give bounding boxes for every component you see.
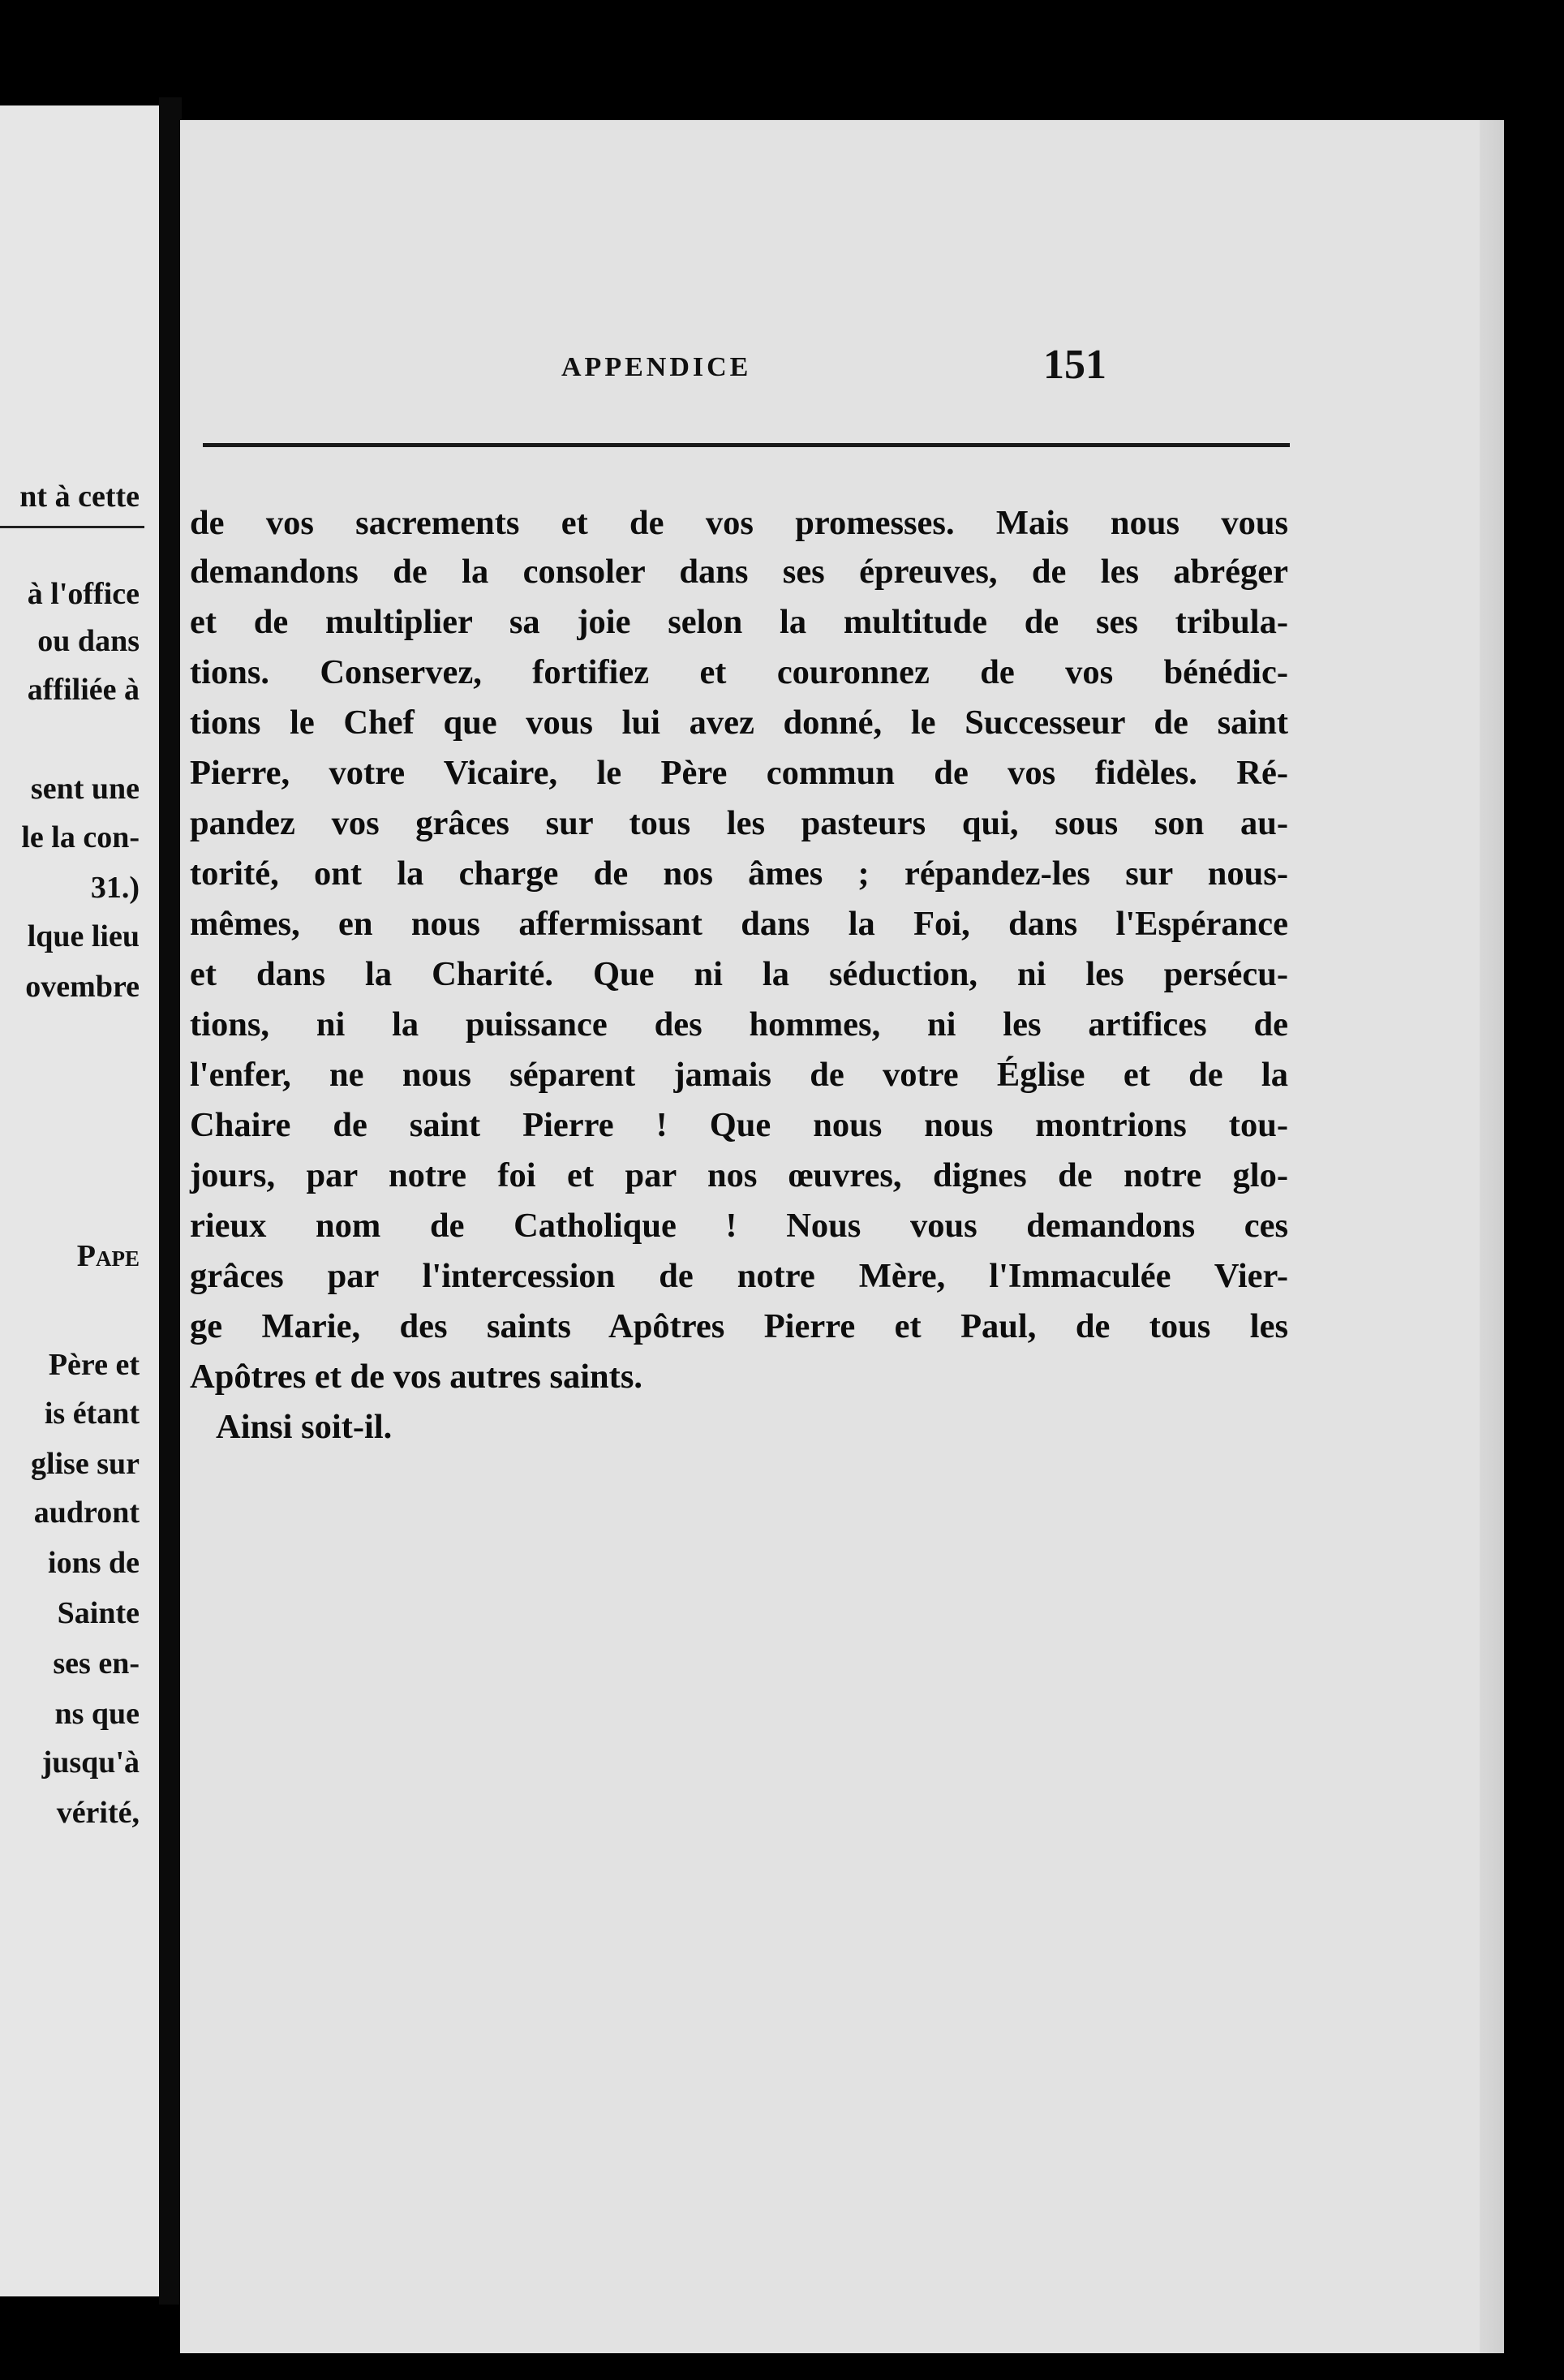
body-line: rieux nom de Catholique ! Nous vous demandons ces [190, 1207, 1288, 1245]
page-151 [180, 120, 1504, 2353]
previous-page-heading-text: Pape [76, 1239, 140, 1273]
body-line: Pierre, votre Vicaire, le Père commun de vos fidèles. Ré- [190, 754, 1288, 792]
previous-page-heading [77, 1238, 140, 1274]
body-line: torité, ont la charge de nos âmes ; répandez-les sur nous- [190, 854, 1288, 893]
previous-page-line: ses en- [53, 1646, 140, 1681]
book-gutter [159, 97, 182, 2305]
body-line: et de multiplier sa joie selon la multitude de ses tribula- [190, 603, 1288, 641]
body-line: et dans la Charité. Que ni la séduction, ni les persécu- [190, 955, 1288, 993]
body-line: Apôtres et de vos autres saints. [190, 1358, 642, 1396]
body-line: tions. Conservez, fortifiez et couronnez de vos bénédic- [190, 653, 1288, 691]
body-line: ge Marie, des saints Apôtres Pierre et Paul, de tous les [190, 1307, 1288, 1345]
previous-page-line: audront [33, 1496, 140, 1530]
previous-page-line: vérité, [56, 1796, 140, 1830]
previous-page-line: sent une [30, 772, 140, 806]
previous-page-line: Sainte [57, 1596, 140, 1630]
page-number: 151 [1043, 342, 1106, 388]
previous-page-line: le la con- [21, 820, 140, 854]
body-line: grâces par l'intercession de notre Mère, l'Immaculée Vier- [190, 1257, 1288, 1295]
previous-page-line: ovembre [25, 970, 140, 1004]
previous-page-line: glise sur [30, 1447, 140, 1481]
previous-page-line: is étant [44, 1397, 140, 1431]
previous-page-line: à l'office [27, 577, 140, 611]
body-line: mêmes, en nous affermissant dans la Foi, dans l'Espérance [190, 905, 1288, 943]
closing-line: Ainsi soit-il. [216, 1408, 393, 1446]
previous-page-line: jusqu'à [41, 1745, 140, 1780]
previous-page-line: lque lieu [27, 919, 140, 953]
previous-page-fragment [0, 105, 162, 2296]
header-rule [203, 443, 1290, 447]
running-head: APPENDICE [561, 352, 752, 382]
previous-page-line: ou dans [37, 624, 140, 658]
body-line: tions le Chef que vous lui avez donné, le Successeur de saint [190, 704, 1288, 742]
previous-page-line: Père et [48, 1348, 140, 1382]
body-line: l'enfer, ne nous séparent jamais de votre Église et de la [190, 1056, 1288, 1094]
body-line: jours, par notre foi et par nos œuvres, dignes de notre glo- [190, 1156, 1288, 1194]
previous-page-rule [0, 526, 144, 528]
previous-page-line: ions de [48, 1546, 140, 1580]
body-line: de vos sacrements et de vos promesses. Mais nous vous [190, 504, 1288, 542]
previous-page-line: ns que [54, 1697, 140, 1731]
body-line: pandez vos grâces sur tous les pasteurs qui, sous son au- [190, 804, 1288, 842]
body-line: demandons de la consoler dans ses épreuves, de les abréger [190, 553, 1288, 591]
body-line: tions, ni la puissance des hommes, ni les artifices de [190, 1005, 1288, 1044]
previous-page-line: affiliée à [27, 673, 140, 707]
previous-page-line: 31.) [90, 871, 140, 905]
previous-page-line: nt à cette [19, 480, 140, 514]
body-line: Chaire de saint Pierre ! Que nous nous montrions tou- [190, 1106, 1288, 1144]
